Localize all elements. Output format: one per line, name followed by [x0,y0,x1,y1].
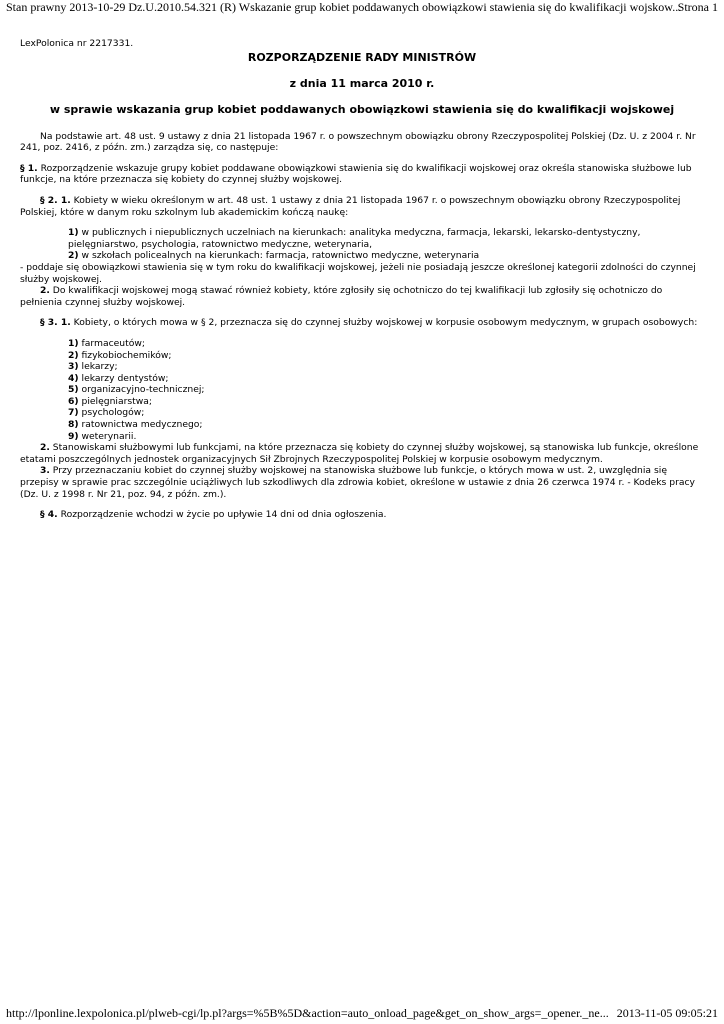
section-2-1 [20,195,704,218]
list-item-text: ratownictwa medycznego; [78,419,203,431]
source-url: http://lponline.lexpolonica.pl/plweb-cgi/lp.pl?args=%5B%5D&action=auto_onload_page&get_on_show_args=_opener._ne... [6,1006,609,1020]
list-item [68,373,704,385]
list-item-text: weterynarii. [78,430,137,442]
list-item [68,227,704,250]
list-item-text: lekarzy dentystów; [78,372,169,384]
section-1 [20,163,704,186]
list-item-num: 4) [68,372,79,384]
section-3-2-text: Stanowiskami służbowymi lub funkcjami, na które przeznacza się kobiety do czynnej służby wojskowej, są stanowiska lub funkcje, określone etatami poszczególnych jednostek organizacyjnych Sił Zbrojnych Rzeczypospolitej Polskiej w korpusie osobowym medycznym. [20,442,699,465]
section-3-3-text: Przy przeznaczaniu kobiet do czynnej służby wojskowej na stanowiska służbowe lub funkcje, o których mowa w ust. 2, uwzględnia się przepisy w sprawie prac szczególnie uciążliwych lub szkodliwych dla zdrowia kobiet, określone w ustawie z dnia 26 czerwca 1974 r. - Kodeks pracy (Dz. U. z 1998 r. Nr 21, poz. 94, z późn. zm.). [20,465,695,500]
section-3-2 [20,442,704,465]
list-item [68,396,704,408]
section-4-text: Rozporządzenie wchodzi w życie po upływie 14 dni od dnia ogłoszenia. [57,509,387,521]
list-item-num: 9) [68,430,79,442]
list-item [68,384,704,396]
section-3-1 [20,317,704,329]
list-item-num: 7) [68,407,79,419]
document-body [20,38,704,521]
section-2-1-text: Kobiety w wieku określonym w art. 48 ust. 1 ustawy z dnia 21 listopada 1967 r. o powszechnym obowiązku obrony Rzeczypospolitej Polskiej, które w danym roku szkolnym lub akademickim kończą naukę: [20,194,681,218]
list-item-num: 6) [68,395,79,407]
section-3-3 [20,465,704,500]
section-2-2-label: 2. [40,285,50,297]
section-2-continuation: - poddaje się obowiązkowi stawienia się w tym roku do kwalifikacji wojskowej, jeżeli nie posiadają jeszcze określonej kategorii zdolności do czynnej służby wojskowej. [20,261,696,285]
section-4 [20,509,704,521]
section-3-list [20,338,704,442]
list-item-text: w publicznych i niepublicznych uczelniach na kierunkach: analityka medyczna, farmacja, lekarski, lekarsko-dentystyczny, pielęgniarstwo, psychologia, ratownictwo medyczne, weterynaria, [68,227,641,250]
list-item-text: farmaceutów; [78,337,145,349]
list-item-num: 1) [68,227,79,239]
page-number: Strona 1 [677,0,718,14]
list-item-num: 5) [68,384,79,396]
list-item-text: lekarzy; [78,361,118,373]
section-2-1-label: § 2. 1. [40,194,71,206]
list-item-num: 2) [68,250,79,262]
section-2-list [20,227,704,262]
list-item [68,361,704,373]
section-3-1-label: § 3. 1. [40,317,71,329]
lex-id: LexPolonica nr 2217331. [20,38,134,49]
list-item-num: 3) [68,361,79,373]
section-3-1-text: Kobiety, o których mowa w § 2, przeznacza się do czynnej służby wojskowej w korpusie osobowym medycznym, w grupach osobowych: [70,317,698,329]
list-item [68,419,704,431]
list-item-text: psychologów; [78,407,145,419]
list-item [68,350,704,362]
page-header-title: Stan prawny 2013-10-29 Dz.U.2010.54.321 (R) Wskazanie grup kobiet poddawanych obowiązkowi stawienia się do kwalifikacji wojskow... [6,0,682,14]
list-item-num: 1) [68,337,79,349]
list-item [68,250,704,262]
list-item-text: organizacyjno-technicznej; [78,384,205,396]
section-4-label: § 4. [40,509,58,521]
list-item [68,338,704,350]
doc-date: z dnia 11 marca 2010 r. [289,76,435,90]
list-item [68,431,704,443]
section-1-label: § 1. [20,162,38,174]
list-item [68,407,704,419]
section-1-text: Rozporządzenie wskazuje grupy kobiet poddawane obowiązkowi stawienia się do kwalifikacji wojskowej oraz określa stanowiska służbowe lub funkcje, na które przeznacza się kobiety do czynnej służby wojskowej. [20,162,692,186]
list-item-text: pielęgniarstwa; [78,395,152,407]
list-item-num: 8) [68,419,79,431]
doc-title: ROZPORZĄDZENIE RADY MINISTRÓW [247,50,477,64]
section-2-2-text: Do kwalifikacji wojskowej mogą stawać również kobiety, które zgłosiły się ochotniczo do tej kwalifikacji lub zgłosiły się ochotniczo do pełnienia czynnej służby wojskowej. [20,285,663,308]
section-2-2 [20,285,704,308]
section-3-2-label: 2. [40,442,50,454]
intro-paragraph: Na podstawie art. 48 ust. 9 ustawy z dnia 21 listopada 1967 r. o powszechnym obowiązku obrony Rzeczypospolitej Polskiej (Dz. U. z 2004 r. Nr 241, poz. 2416, z późn. zm.) zarządza się, co następuje: [20,130,696,154]
doc-subject: w sprawie wskazania grup kobiet poddawanych obowiązkowi stawienia się do kwalifikacji wojskowej [49,102,675,116]
print-timestamp: 2013-11-05 09:05:21 [616,1006,718,1020]
section-3-3-label: 3. [40,465,50,477]
list-item-text: fizykobiochemików; [78,349,172,361]
list-item-text: w szkołach policealnych na kierunkach: farmacja, ratownictwo medyczne, weterynaria [78,250,480,262]
list-item-num: 2) [68,349,79,361]
